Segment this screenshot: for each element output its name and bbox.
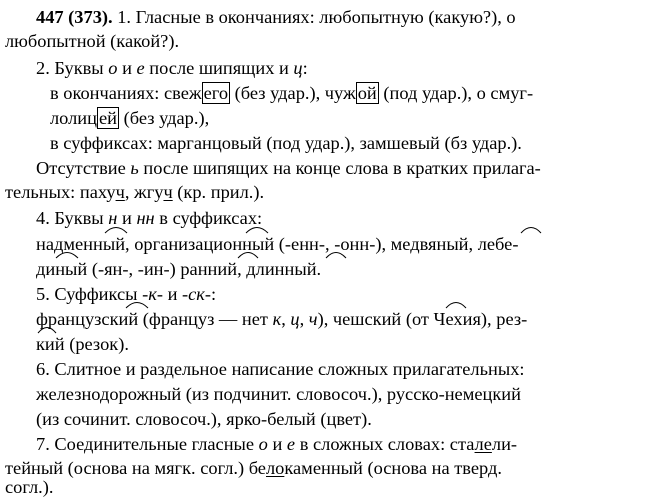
item3-text: , жгу [124,182,164,202]
item2-endings-line-2 [50,107,209,129]
item5-text: ), чешский (от Чехия), рез- [317,309,528,329]
conjunction: и [117,58,137,78]
item4-line-2 [36,258,321,280]
exercise-number: 447 (373). [36,7,113,27]
item5-header [36,283,216,305]
item3-text: после шипящих на конце слова в кратких прилага- [138,158,541,178]
item6-header [36,358,525,380]
item3-text: Отсутствие [36,158,131,178]
item2-suffixes-line [50,132,522,154]
item3-text: (кр. прил.). [172,182,265,202]
item4-text: надменный, организационный (-енн-, -онн-), медвяный, лебе- [36,234,519,254]
item5-line-1 [36,308,527,330]
letter-e: е [286,434,296,454]
item7-line-2 [5,457,502,479]
item7-header [36,433,517,455]
letter-n: н [108,208,118,228]
soft-sign-letter: ь [130,158,139,178]
item7-text: каменный (основа на тверд. [284,458,502,478]
comma: , [299,309,309,329]
endings-text: лолиц [50,108,97,128]
item2-header [36,57,308,79]
item4-label-b: в суффиксах: [154,208,263,228]
letter-ch: ч [308,309,318,329]
comma: , [281,309,291,329]
exercise-line-2 [5,30,179,52]
item5-line-2 [36,333,129,355]
colon: : [211,284,217,304]
endings-text: (под удар.), о смуг- [378,83,534,103]
item5-label: 5. Суффиксы [36,284,143,304]
item7-text: тейный (основа на мягк. согл.) бе [5,458,266,478]
letters-nn: нн [136,208,155,228]
exercise-line-1 [36,6,516,28]
item4-label: 4. Буквы [36,208,109,228]
suffix-k: -к- [142,284,163,304]
item6-text: (из сочинит. словосоч.), ярко-белый (цвет). [36,409,372,429]
item1-text-a: 1. Гласные в окончаниях: любопытную (какую?), о [117,7,516,27]
letter-ts: ц [290,309,300,329]
letter-e: е [136,58,145,78]
item3-line-2 [5,181,264,203]
connector-vowel: ло [265,458,285,478]
conjunction: и [162,284,183,304]
endings-text: (без удар.), [119,108,210,128]
conjunction: и [117,208,137,228]
colon: : [302,58,308,78]
connector-vowel: ле [474,434,492,454]
item5-text: кий (резок). [36,334,129,354]
underlined-letter: ч [163,182,173,202]
suffixes-text: в суффиксах: марганцовый (под удар.), замшевый (бз удар.). [50,133,522,153]
item4-header [36,207,262,229]
suffix-sk: -ск- [182,284,212,304]
ending-box-oy: ой [357,83,377,103]
letter-o: о [258,434,268,454]
underlined-letter: ч [115,182,125,202]
item6-line-1 [36,383,521,405]
item2-label-b: после шипящих и [144,58,294,78]
item6-text: железнодорожный (из подчинит. словосоч.), русско-немецкий [36,384,521,404]
endings-text: в окончаниях: свеж [50,83,202,103]
item7-label-b: в сложных словах: ста [295,434,475,454]
ending-box-ey: ей [99,108,118,128]
item7-line-3 [5,476,53,498]
suffix-arc-mark [521,228,541,234]
item2-label: 2. Буквы [36,58,109,78]
item6-line-2 [36,408,372,430]
letter-k: к [272,309,282,329]
item1-text-b: любопытной (какой?). [5,31,180,51]
item7-label: 7. Соединительные гласные [36,434,259,454]
item4-text: диный (-ян-, -ин-) ранний, длинный. [36,259,322,279]
letter-ts: ц [293,58,303,78]
item4-line-1 [36,233,518,255]
endings-text: (без удар.), чуж [230,83,356,103]
ending-box-ego: его [203,83,229,103]
letter-o: о [108,58,118,78]
item7-label-c: ли- [491,434,518,454]
conjunction: и [267,434,287,454]
item5-text: французский (француз — нет [36,309,273,329]
item3-text: тельных: паху [5,182,116,202]
item3-line-1 [36,157,541,179]
item7-text: согл.). [5,477,54,497]
item6-label: 6. Слитное и раздельное написание сложных прилагательных: [36,359,525,379]
item2-endings-line [50,82,533,104]
